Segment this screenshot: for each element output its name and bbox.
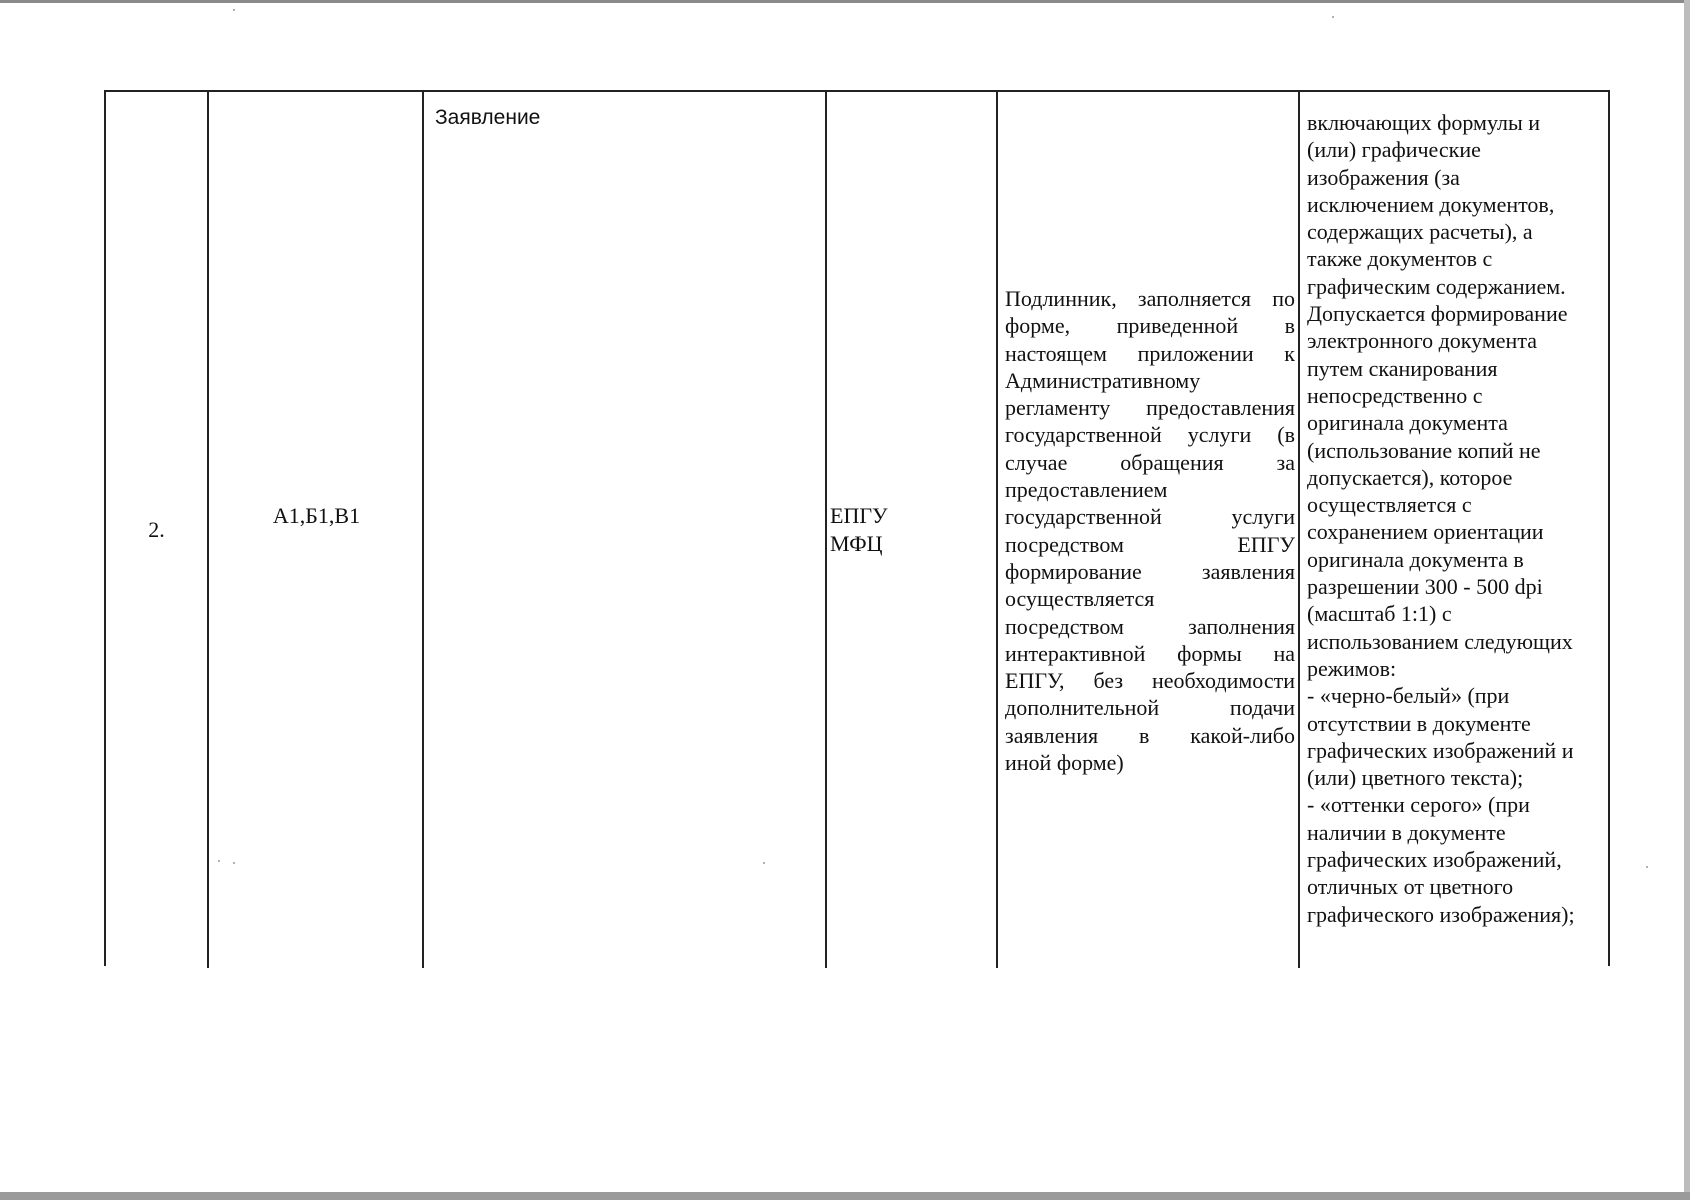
scan-speck [218, 860, 220, 862]
channels [830, 502, 990, 558]
requirements-line: интерактивной формы на [1005, 640, 1295, 666]
document-name: Заявление [435, 106, 541, 129]
notes-text: включающих формулы и (или) графические изображения (за исключением документов, содержащих расчеты), а также документов с графическим содержанием. Допускается формирование электронного документа путем сканирования непосредственно с оригинала документа (использование копий не допускается), которое осуществляется с сохранением ориентации оригинала документа в разрешении 300 - 500 dpi (масштаб 1:1) с использованием следующих режимов: - «черно-белый» (при отсутствии в документе графических изображений и (или) цветного текста); - «оттенки серого» (при наличии в документе графических изображений, отличных от цветного графического изображения); [1307, 110, 1575, 927]
scan-speck [1646, 866, 1648, 868]
scan-edge-bottom [0, 1192, 1690, 1200]
requirements-line: государственной услуги (в [1005, 422, 1295, 448]
requirements-line: форме, приведенной в [1005, 313, 1295, 339]
requirements-line: настоящем приложении к [1005, 340, 1295, 366]
requirements-line: Подлинник, заполняется по [1005, 286, 1295, 311]
scan-speck [1332, 16, 1334, 18]
requirements-line: посредством ЕПГУ [1005, 531, 1295, 557]
column-requirements [996, 92, 1298, 968]
scan-edge-right [1684, 0, 1690, 1200]
channel-epgu: ЕПГУ [830, 503, 888, 528]
requirements-line: заявления в какой-либо [1005, 722, 1295, 748]
categories: А1,Б1,В1 [272, 503, 361, 528]
requirements-line: государственной услуги [1005, 504, 1295, 530]
requirements-line: формирование заявления [1005, 558, 1295, 584]
row-number: 2. [148, 517, 165, 542]
scan-speck [233, 862, 235, 864]
requirements-line: случае обращения за [1005, 449, 1295, 475]
channel-mfc: МФЦ [830, 531, 883, 556]
scan-speck [233, 9, 235, 11]
requirements-line: ЕПГУ, без необходимости [1005, 668, 1295, 694]
requirements-line: Административному [1005, 367, 1201, 393]
requirements-text [1005, 285, 1295, 776]
requirements-line: посредством заполнения [1005, 613, 1295, 639]
column-channels [825, 92, 996, 968]
requirements-line: дополнительной подачи [1005, 695, 1295, 721]
column-document-name [422, 92, 825, 968]
document-table [104, 90, 1610, 966]
requirements-line: предоставлением [1005, 477, 1168, 503]
scan-speck [763, 862, 765, 864]
column-row-number [106, 92, 207, 968]
column-categories [207, 92, 422, 968]
requirements-line: иной форме) [1005, 750, 1124, 776]
column-notes [1298, 92, 1610, 968]
requirements-line: осуществляется [1005, 586, 1155, 612]
requirements-line: регламенту предоставления [1005, 395, 1295, 421]
scan-edge-top [0, 0, 1690, 3]
